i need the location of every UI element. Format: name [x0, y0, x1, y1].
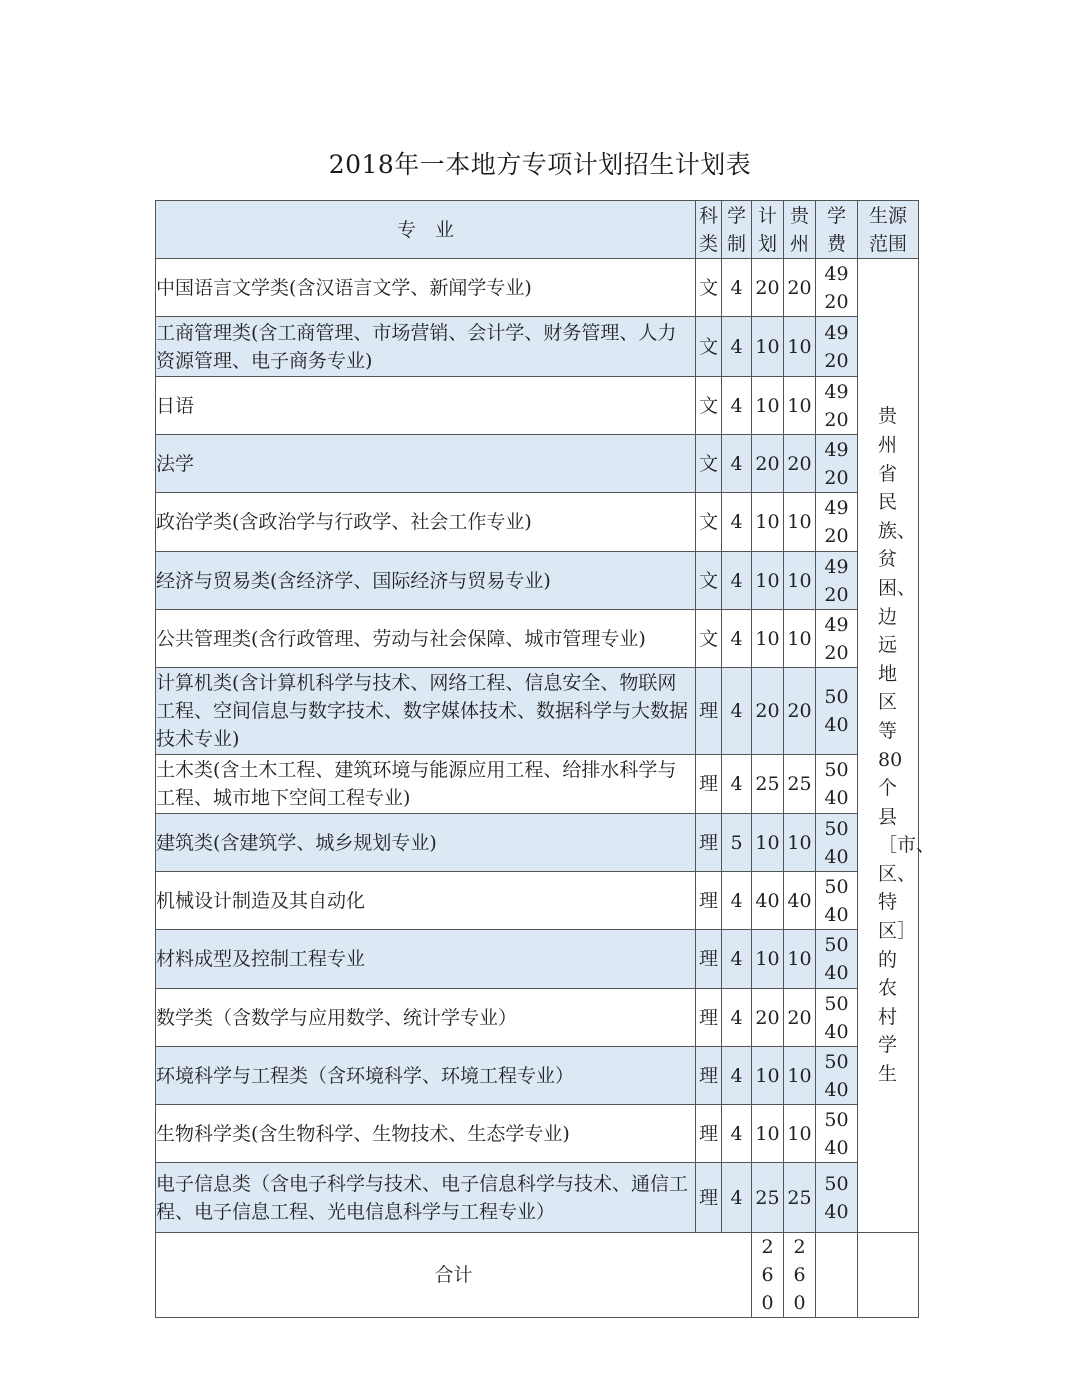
type-cell: 文: [696, 435, 722, 493]
major-cell: 政治学类(含政治学与行政学、社会工作专业): [156, 493, 696, 552]
header-duration: 学制: [722, 201, 752, 259]
guizhou-cell: 10: [784, 814, 816, 872]
major-cell: 数学类（含数学与应用数学、统计学专业）: [156, 989, 696, 1047]
table-row: [156, 930, 919, 989]
total-fee-cell: [816, 1233, 858, 1318]
fee-cell: 5040: [816, 1105, 858, 1163]
duration-cell: 4: [722, 755, 752, 814]
major-cell: 建筑类(含建筑学、城乡规划专业): [156, 814, 696, 872]
page-title: 2018年一本地方专项计划招生计划表: [328, 150, 752, 179]
plan-cell: 20: [752, 989, 784, 1047]
major-cell: 生物科学类(含生物科学、生物技术、生态学专业): [156, 1105, 696, 1163]
table-row: [156, 610, 919, 668]
guizhou-cell: 40: [784, 872, 816, 930]
plan-cell: 10: [752, 1047, 784, 1105]
major-cell: 电子信息类（含电子科学与技术、电子信息科学与技术、通信工程、电子信息工程、光电信息科学与工程专业）: [156, 1163, 696, 1233]
header-plan: 计划: [752, 201, 784, 259]
plan-cell: 10: [752, 317, 784, 377]
fee-cell: 5040: [816, 755, 858, 814]
guizhou-cell: 10: [784, 1105, 816, 1163]
type-cell: 文: [696, 610, 722, 668]
duration-cell: 4: [722, 668, 752, 755]
total-guizhou-cell: 260: [784, 1233, 816, 1318]
fee-cell: 5040: [816, 814, 858, 872]
header-fee: 学费: [816, 201, 858, 259]
fee-cell: 4920: [816, 317, 858, 377]
fee-cell: 5040: [816, 1163, 858, 1233]
type-cell: 理: [696, 989, 722, 1047]
plan-cell: 40: [752, 872, 784, 930]
major-cell: 工商管理类(含工商管理、市场营销、会计学、财务管理、人力资源管理、电子商务专业): [156, 317, 696, 377]
table-row: [156, 755, 919, 814]
duration-cell: 4: [722, 610, 752, 668]
fee-cell: 5040: [816, 989, 858, 1047]
table-row: [156, 1105, 919, 1163]
plan-cell: 10: [752, 493, 784, 552]
type-cell: 理: [696, 930, 722, 989]
type-cell: 理: [696, 1047, 722, 1105]
type-cell: 理: [696, 668, 722, 755]
fee-cell: 5040: [816, 930, 858, 989]
major-cell: 材料成型及控制工程专业: [156, 930, 696, 989]
type-cell: 文: [696, 317, 722, 377]
duration-cell: 4: [722, 552, 752, 610]
table-row: [156, 1163, 919, 1233]
major-cell: 计算机类(含计算机科学与技术、网络工程、信息安全、物联网工程、空间信息与数字技术、数字媒体技术、数据科学与大数据技术专业): [156, 668, 696, 755]
table-row: [156, 989, 919, 1047]
fee-cell: 4920: [816, 377, 858, 435]
type-cell: 文: [696, 552, 722, 610]
table-row: [156, 493, 919, 552]
duration-cell: 4: [722, 1105, 752, 1163]
major-cell: 法学: [156, 435, 696, 493]
table-row: [156, 317, 919, 377]
plan-cell: 10: [752, 377, 784, 435]
major-cell: 经济与贸易类(含经济学、国际经济与贸易专业): [156, 552, 696, 610]
header-major: 专 业: [156, 201, 696, 259]
plan-cell: 25: [752, 1163, 784, 1233]
table-row: [156, 814, 919, 872]
major-cell: 日语: [156, 377, 696, 435]
scope-text: 贵州省民族、贫困、边远地区等80个县［市、区、特区］的农村学生: [878, 405, 936, 1086]
guizhou-cell: 10: [784, 552, 816, 610]
plan-cell: 10: [752, 552, 784, 610]
duration-cell: 4: [722, 317, 752, 377]
type-cell: 理: [696, 1163, 722, 1233]
plan-cell: 25: [752, 755, 784, 814]
total-row: [156, 1233, 919, 1318]
type-cell: 理: [696, 814, 722, 872]
guizhou-cell: 25: [784, 1163, 816, 1233]
guizhou-cell: 10: [784, 377, 816, 435]
duration-cell: 4: [722, 989, 752, 1047]
duration-cell: 4: [722, 1163, 752, 1233]
table-row: [156, 435, 919, 493]
plan-cell: 10: [752, 930, 784, 989]
type-cell: 理: [696, 872, 722, 930]
major-cell: 环境科学与工程类（含环境科学、环境工程专业）: [156, 1047, 696, 1105]
fee-cell: 4920: [816, 493, 858, 552]
guizhou-cell: 20: [784, 668, 816, 755]
fee-cell: 5040: [816, 668, 858, 755]
plan-cell: 10: [752, 1105, 784, 1163]
guizhou-cell: 20: [784, 435, 816, 493]
guizhou-cell: 10: [784, 930, 816, 989]
header-type: 科类: [696, 201, 722, 259]
plan-cell: 20: [752, 668, 784, 755]
table-row: [156, 552, 919, 610]
total-scope-cell: [858, 1233, 919, 1318]
plan-cell: 10: [752, 610, 784, 668]
type-cell: 理: [696, 1105, 722, 1163]
guizhou-cell: 20: [784, 989, 816, 1047]
guizhou-cell: 10: [784, 493, 816, 552]
duration-cell: 4: [722, 493, 752, 552]
duration-cell: 4: [722, 872, 752, 930]
type-cell: 文: [696, 259, 722, 317]
table-row: [156, 1047, 919, 1105]
total-label: 合计: [156, 1233, 752, 1318]
table-row: [156, 377, 919, 435]
type-cell: 理: [696, 755, 722, 814]
guizhou-cell: 10: [784, 317, 816, 377]
table-row: [156, 668, 919, 755]
fee-cell: 5040: [816, 872, 858, 930]
fee-cell: 4920: [816, 259, 858, 317]
major-cell: 机械设计制造及其自动化: [156, 872, 696, 930]
major-cell: 中国语言文学类(含汉语言文学、新闻学专业): [156, 259, 696, 317]
header-row: [156, 201, 919, 259]
duration-cell: 4: [722, 377, 752, 435]
table-row: [156, 872, 919, 930]
major-cell: 土木类(含土木工程、建筑环境与能源应用工程、给排水科学与工程、城市地下空间工程专业): [156, 755, 696, 814]
header-guizhou: 贵州: [784, 201, 816, 259]
duration-cell: 4: [722, 1047, 752, 1105]
fee-cell: 4920: [816, 435, 858, 493]
guizhou-cell: 20: [784, 259, 816, 317]
plan-cell: 10: [752, 814, 784, 872]
guizhou-cell: 10: [784, 610, 816, 668]
plan-cell: 20: [752, 259, 784, 317]
guizhou-cell: 10: [784, 1047, 816, 1105]
scope-cell: [858, 259, 936, 1233]
plan-cell: 20: [752, 435, 784, 493]
duration-cell: 4: [722, 435, 752, 493]
guizhou-cell: 25: [784, 755, 816, 814]
duration-cell: 4: [722, 930, 752, 989]
type-cell: 文: [696, 493, 722, 552]
table-row: [156, 259, 919, 317]
duration-cell: 4: [722, 259, 752, 317]
enrollment-plan-table: [155, 200, 936, 1318]
major-cell: 公共管理类(含行政管理、劳动与社会保障、城市管理专业): [156, 610, 696, 668]
fee-cell: 4920: [816, 552, 858, 610]
fee-cell: 5040: [816, 1047, 858, 1105]
duration-cell: 5: [722, 814, 752, 872]
total-plan-cell: 260: [752, 1233, 784, 1318]
type-cell: 文: [696, 377, 722, 435]
fee-cell: 4920: [816, 610, 858, 668]
header-scope: 生源范围: [858, 201, 919, 259]
